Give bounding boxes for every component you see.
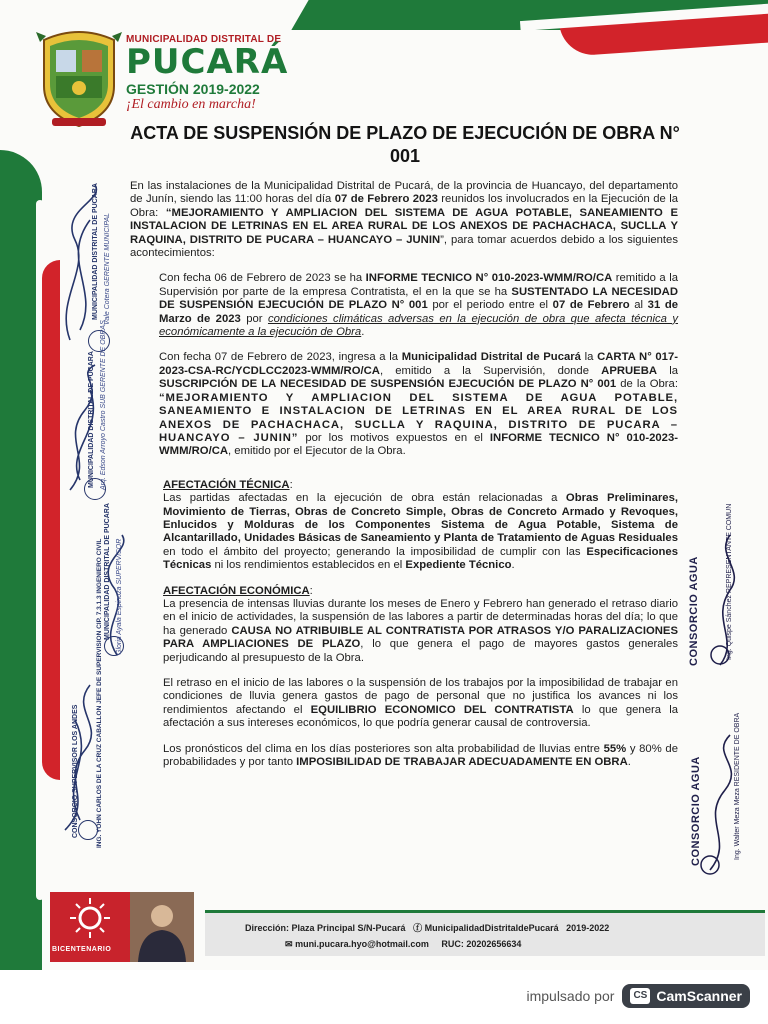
- stamp-left-1-signer: Vale Cotera GERENTE MUNICIPAL: [104, 212, 111, 325]
- stamp-left-4-org: CONSORCIO SUPERVISOR LOS ANDES: [72, 704, 79, 838]
- text: en todo el ámbito del proyecto; generando la imposibilidad de cumplir con las: [163, 545, 587, 558]
- informe-reference: INFORME TECNICO N° 010-2023-WMM/RO/CA: [365, 272, 613, 285]
- stamp-left-2-signer: Arq. Edson Arroyo Castro SUB GERENTE DE OBRAS: [100, 320, 107, 490]
- watermark-label: impulsado por: [526, 988, 615, 1004]
- text: por los motivos expuestos en el: [298, 431, 490, 444]
- signature-5-icon: [700, 530, 750, 670]
- text: Los pronósticos del clima en los días posteriores son alta probabilidad de lluvias entre: [163, 742, 604, 755]
- paragraph-carta: [159, 351, 678, 458]
- gestion-period: GESTIÓN 2019-2022: [126, 81, 260, 97]
- bold-text: SUSCRIPCIÓN DE LA NECESIDAD DE SUSPENSIÓN EJECUCIÓN DE PLAZO N° 001: [159, 378, 617, 391]
- portrait-icon: [130, 892, 194, 962]
- intro-text: ”, para tomar acuerdos debido a los siguientes acontecimientos:: [130, 233, 678, 260]
- stamp-left-4-signer: ING. YOHN CARLOS DE LA CRUZ CABALLON JEFE DE SUPERVISION CIP. 7.3.1.3 INGENIERO CIVIL: [96, 538, 103, 848]
- text: ni los rendimientos establecidos en el: [211, 559, 406, 572]
- text: por: [240, 312, 268, 325]
- text: Las partidas afectadas en la ejecución de obra están relacionadas a: [163, 492, 566, 505]
- end-date: 31 de Marzo de 2023: [159, 299, 678, 325]
- bold-text: CAUSA NO ATRIBUIBLE AL CONTRATISTA POR ATRASOS Y/O PARALIZACIONES PARA AMPLIACIONES DE PLAZO: [163, 624, 678, 651]
- camscanner-badge[interactable]: [622, 984, 750, 1008]
- text: , lo que genera el pago de mayores gastos generales perjudicando al presupuesto de la Obra.: [163, 638, 678, 664]
- paragraph-informe: [159, 272, 678, 339]
- bold-text: SUSTENTADO LA NECESIDAD DE SUSPENSIÓN EJECUCIÓN DE PLAZO N° 001: [159, 285, 678, 312]
- bold-text: Expediente Técnico: [405, 559, 512, 572]
- footer-ruc: RUC: 20202656634: [441, 939, 522, 949]
- camscanner-brand: CamScanner: [656, 988, 742, 1004]
- facebook-icon: ⓕ: [413, 923, 423, 933]
- municipality-name: PUCARÁ: [126, 42, 289, 82]
- text: al: [629, 299, 648, 312]
- bold-text: Obras Preliminares, Movimiento de Tierras, Obras de Concreto Simple, Obras de Concreto Armado y Revoques, Enlucidos y Molduras de los Componentes Sistema de Agua Potable, Sistema de Alcantarillado, Unidades Básicas de Saneamiento y Planta de Tratamiento de Aguas Residuales: [163, 492, 678, 545]
- text: El retraso en el inicio de las labores o la suspensión de los trabajos por la imposibilidad de trabajar en condiciones de lluvia genera gastos de pago de personal que no justifica los avances ni los rendimientos afectando el: [163, 677, 678, 716]
- footer-address: Dirección: Plaza Principal S/N-Pucará: [245, 923, 406, 933]
- underlined-text: condiciones climáticas adversas en la ejecución de obra que afecta técnica y económicamente a la ejecución de Obra: [159, 312, 678, 339]
- slogan: ¡El cambio en marcha!: [126, 97, 256, 112]
- bold-text: APRUEBA: [601, 364, 658, 377]
- stamp-right-2-org: CONSORCIO AGUA: [690, 756, 702, 866]
- afectacion-economica-section: [163, 585, 678, 665]
- bold-text: 55%: [603, 742, 627, 755]
- camscanner-icon: CS: [630, 988, 650, 1004]
- footer-email-line: [285, 939, 521, 950]
- text: y 80% de probabilidades y por tanto: [163, 742, 678, 769]
- bicentenario-logo: [50, 892, 130, 962]
- stamp-left-3-signer: Gloria Ayala Espinoza SUPERVISOR: [116, 538, 123, 655]
- text: la: [580, 351, 598, 364]
- footer-facebook: MunicipalidadDistritaldePucará: [424, 923, 559, 933]
- bicentenario-label: BICENTENARIO: [52, 946, 112, 953]
- text: de la Obra:: [616, 378, 678, 391]
- text: .: [627, 756, 631, 769]
- document-title: ACTA DE SUSPENSIÓN DE PLAZO DE EJECUCIÓN DE OBRA N° 001: [130, 123, 680, 166]
- seal-icon: [78, 820, 98, 840]
- bold-text: Especificaciones Técnicas: [163, 545, 678, 572]
- text: por el periodo entre el: [427, 299, 553, 312]
- text: Con fecha 06 de Febrero de 2023 se ha: [159, 272, 366, 285]
- text: la: [657, 364, 679, 377]
- informe-reference: INFORME TECNICO N° 010-2023-WMM/RO/CA: [159, 431, 678, 458]
- text: remitido a la Supervisión por parte de la empresa Contratista, el en la que se ha: [159, 272, 678, 298]
- intro-paragraph: [130, 180, 678, 260]
- intro-text: reunidos los involucrados en la Ejecución de la Obra:: [130, 193, 678, 219]
- text: La presencia de intensas lluvias durante los meses de Enero y Febrero han generado el retraso diario en el inicio de actividades, la suspensión de las labores a partir de determinadas horas del día; lo que ha generado: [163, 597, 678, 637]
- text: , emitido a la Supervisión, donde: [379, 364, 602, 377]
- paragraph-pronosticos: [163, 743, 678, 770]
- municipal-crest-icon: [36, 22, 122, 128]
- municipality-label: MUNICIPALIDAD DISTRITAL DE: [126, 34, 282, 45]
- email-icon: ✉: [285, 939, 293, 949]
- sun-icon: [50, 892, 130, 946]
- start-date: 07 de Febrero: [552, 299, 630, 312]
- signature-1-icon: [50, 180, 130, 350]
- stamp-right-1-org: CONSORCIO AGUA: [688, 556, 700, 666]
- intro-date: 07 de Febrero 2023: [334, 193, 438, 206]
- text: .: [361, 326, 365, 339]
- stamp-left-2-org: MUNICIPALIDAD DISTRITAL DE PUCARA: [88, 351, 95, 488]
- text: , emitido por el Ejecutor de la Obra.: [228, 445, 406, 458]
- section-heading: AFECTACIÓN ECONÓMICA: [163, 584, 310, 597]
- portrait-image: [130, 892, 194, 962]
- footer-email: muni.pucara.hyo@hotmail.com: [295, 939, 429, 949]
- stamp-right-1-signer: Ing. Quispe Sánchez REPRESENTANTE COMUN: [726, 503, 733, 660]
- stamp-left-1-org: MUNICIPALIDAD DISTRITAL DE PUCARA: [92, 183, 99, 320]
- camscanner-watermark: [526, 984, 750, 1008]
- text: :: [289, 478, 293, 491]
- text: .: [511, 559, 515, 572]
- paragraph-retraso: [163, 677, 678, 731]
- obra-name: “MEJORAMIENTO Y AMPLIACION DEL SISTEMA DE AGUA POTABLE, SANEAMIENTO E INSTALACION DE LETRINAS EN EL AREA RURAL DE LOS ANEXOS DE PACHACHACA, SUCLLA Y RAQUINA, DISTRITO DE PUCARA – HUANCAYO – JUNIN”: [159, 391, 678, 444]
- obra-name: “MEJORAMIENTO Y AMPLIACION DEL SISTEMA DE AGUA POTABLE, SANEAMIENTO E INSTALACION DE LETRINAS EN EL AREA RURAL DE LOS ANEXOS DE PACHACHACA, SUCLLA Y RAQUINA, DISTRITO DE PUCARA – HUANCAYO – JUNIN: [130, 206, 678, 246]
- text: Con fecha 07 de Febrero de 2023, ingresa a la: [159, 351, 402, 364]
- carta-reference: CARTA N° 017-2023-CSA-RC/YCDLCC2023-WMM/RO/CA: [159, 351, 678, 377]
- footer: [50, 892, 768, 966]
- footer-address-line: [245, 921, 609, 934]
- text: lo que genera la afectación a sus intereses económicos, lo que podría generar causal de controversia.: [163, 703, 678, 730]
- bold-text: IMPOSIBILIDAD DE TRABAJAR ADECUADAMENTE EN OBRA: [296, 756, 628, 769]
- footer-period: 2019-2022: [566, 923, 610, 933]
- afectacion-tecnica-section: [163, 479, 678, 573]
- intro-text: En las instalaciones de la Municipalidad Distrital de Pucará, de la provincia de Huancayo, del departamento de Junín, siendo las 11:00 horas del día: [130, 180, 678, 206]
- brand-block: [126, 34, 288, 113]
- footer-contact-band: [205, 910, 765, 956]
- stamp-left-3-org: MUNICIPALIDAD DISTRITAL DE PUCARA: [104, 503, 111, 640]
- bold-text: EQUILIBRIO ECONOMICO DEL CONTRATISTA: [310, 703, 574, 716]
- bold-text: Municipalidad Distrital de Pucará: [401, 351, 581, 364]
- document-body: [130, 180, 678, 781]
- text: :: [309, 584, 313, 597]
- section-heading: AFECTACIÓN TÉCNICA: [163, 478, 290, 491]
- stamp-right-2-signer: Ing. Walter Meza Meza RESIDENTE DE OBRA: [734, 712, 741, 860]
